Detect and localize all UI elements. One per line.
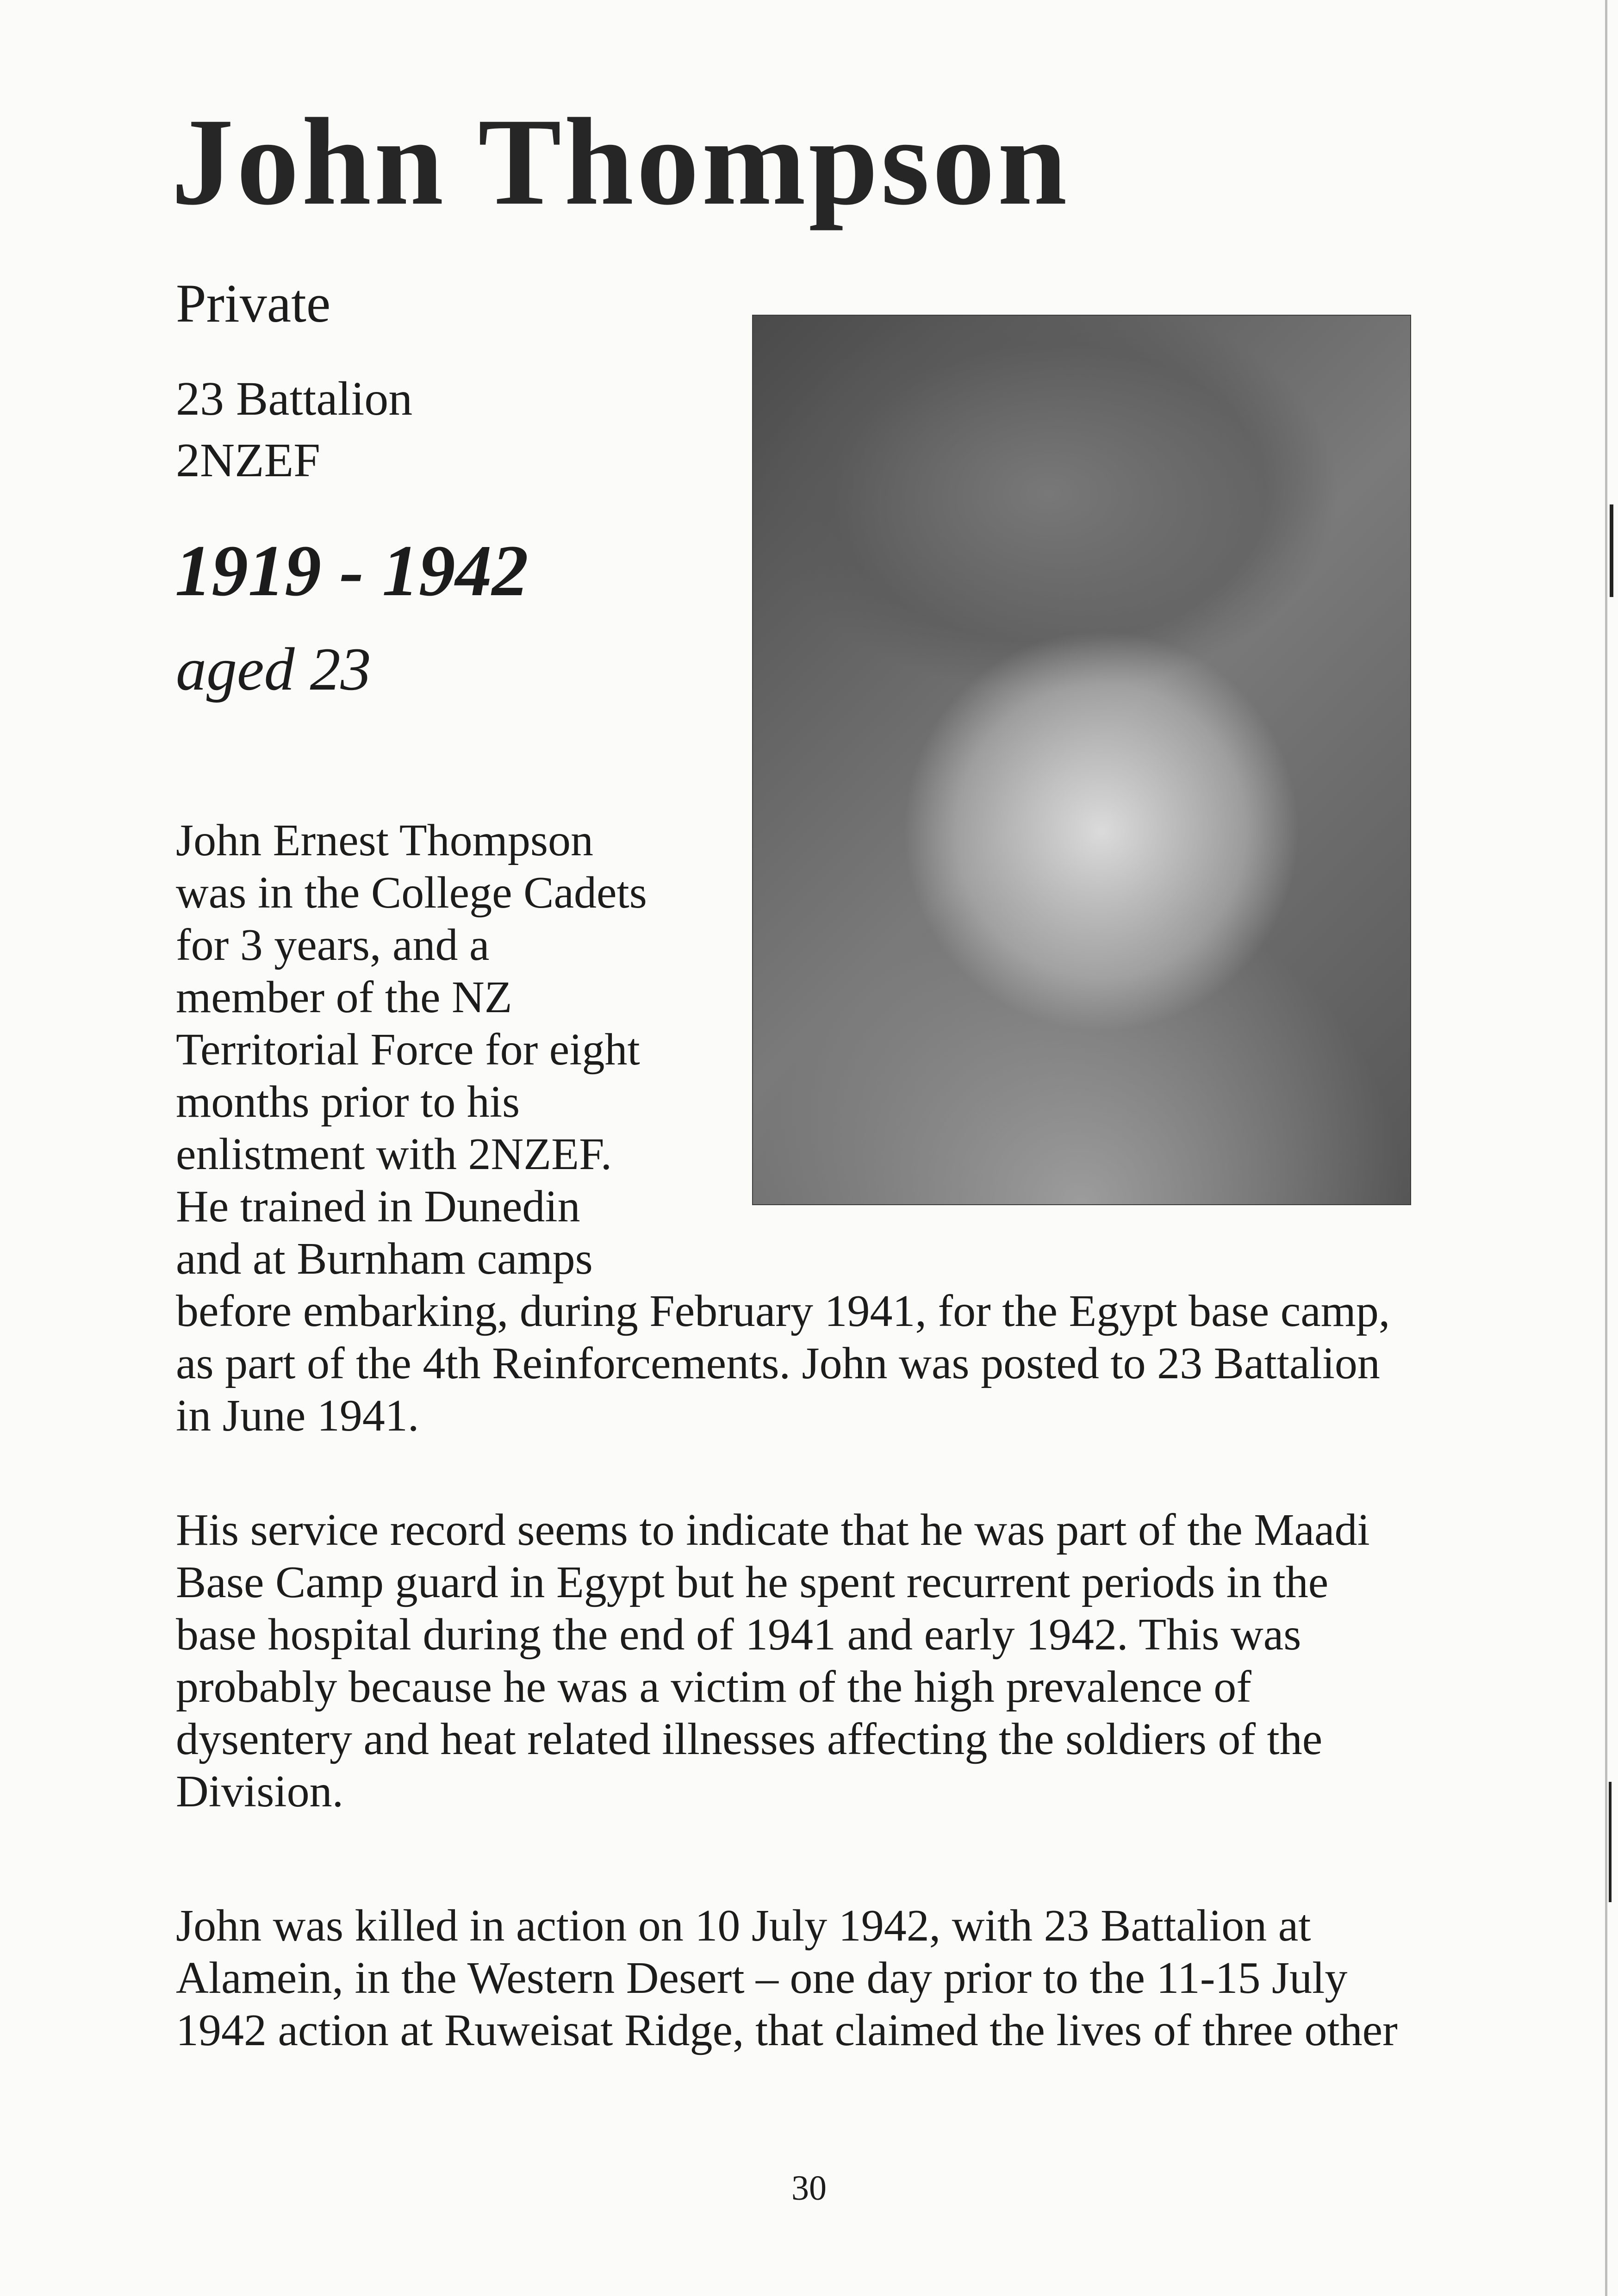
- text-line: He trained in Dunedin: [176, 1182, 580, 1232]
- page-title: John Thompson: [171, 93, 1070, 231]
- text-line: and at Burnham camps: [176, 1234, 593, 1284]
- scan-edge-mark: [1610, 504, 1613, 597]
- text-line: for 3 years, and a: [176, 920, 490, 970]
- text-line: base hospital during the end of 1941 and early 1942. This was: [176, 1610, 1301, 1660]
- age-at-death: aged 23: [176, 635, 371, 703]
- text-line: months prior to his: [176, 1077, 520, 1127]
- text-line: as part of the 4th Reinforcements. John was posted to 23 Battalion: [176, 1338, 1380, 1388]
- page-edge-line: [1605, 0, 1607, 2296]
- scan-edge-mark: [1609, 1782, 1612, 1902]
- rank: Private: [176, 273, 331, 334]
- paragraph-2: [176, 1504, 1444, 1818]
- text-line: Base Camp guard in Egypt but he spent recurrent periods in the: [176, 1557, 1329, 1607]
- text-line: dysentery and heat related illnesses affecting the soldiers of the: [176, 1714, 1323, 1764]
- unit: [176, 368, 412, 491]
- text-line: probably because he was a victim of the high prevalence of: [176, 1662, 1251, 1712]
- life-years: 1919 - 1942: [175, 530, 529, 611]
- text-line: John Ernest Thompson: [176, 815, 593, 865]
- text-line: 1942 action at Ruweisat Ridge, that claimed the lives of three other: [176, 2005, 1398, 2055]
- paragraph-1: [176, 815, 708, 1285]
- soldier-portrait-photo: [752, 315, 1411, 1205]
- text-line: member of the NZ: [176, 972, 512, 1022]
- page-number: 30: [791, 2169, 827, 2208]
- paragraph-1-continued: [176, 1285, 1444, 1442]
- text-line: in June 1941.: [176, 1391, 419, 1441]
- unit-battalion: 23 Battalion: [176, 372, 413, 425]
- text-line: His service record seems to indicate that he was part of the Maadi: [176, 1505, 1370, 1555]
- paragraph-3: [176, 1900, 1444, 2057]
- text-line: enlistment with 2NZEF.: [176, 1129, 612, 1179]
- text-line: was in the College Cadets: [176, 868, 647, 918]
- unit-force: 2NZEF: [176, 434, 320, 487]
- text-line: Alamein, in the Western Desert – one day prior to the 11-15 July: [176, 1953, 1348, 2003]
- text-line: John was killed in action on 10 July 1942, with 23 Battalion at: [176, 1901, 1311, 1951]
- text-line: Division.: [176, 1767, 344, 1817]
- text-line: Territorial Force for eight: [176, 1025, 640, 1075]
- text-line: before embarking, during February 1941, for the Egypt base camp,: [176, 1286, 1390, 1336]
